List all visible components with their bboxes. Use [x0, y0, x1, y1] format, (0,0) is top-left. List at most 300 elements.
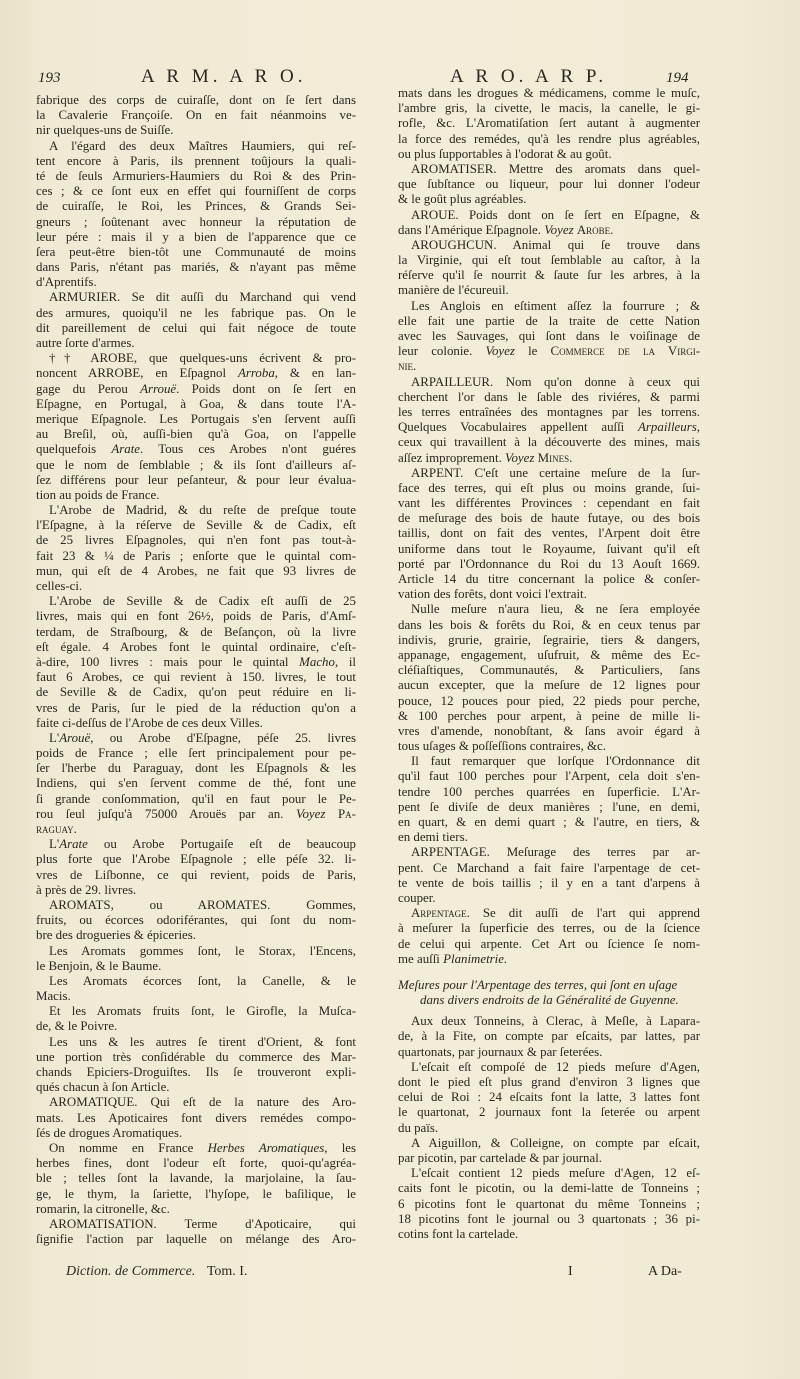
text-segment: fruits, ou écorces odoriférantes, qui ſont du nom- [36, 913, 356, 928]
text-segment: 6 picotins font le quartonat du même Tonneins ; [398, 1196, 700, 1211]
text-segment: mun, qui eſt de 4 Arobes, ne fait que 93 livres de [36, 563, 356, 578]
italic-text: Arouë [59, 730, 91, 745]
text-line [36, 382, 356, 397]
text-segment: romarin, la citronelle, &c. [36, 1201, 170, 1216]
text-line [36, 1141, 356, 1156]
text-segment: aucun excepter, que la meſure de 12 lignes pour [398, 678, 700, 693]
text-line [36, 776, 356, 791]
text-line [36, 336, 356, 351]
text-line [36, 1050, 356, 1065]
paragraph [398, 1014, 700, 1060]
text-line [398, 937, 700, 952]
text-segment: merique Eſpagnole. Les Portugais s'en ſervent auſſi [36, 411, 356, 426]
text-segment: face des terres, qui eſt plus ou moins grande, ſui- [398, 480, 700, 495]
text-line [398, 1212, 700, 1227]
text-line [398, 420, 700, 435]
text-segment: de Seville & de Cadix, qu'on peut réduire en li- [36, 685, 356, 700]
text-line [398, 557, 700, 572]
text-segment: pouce, 12 pouces pour pied, 22 pieds pour perche, [398, 693, 700, 708]
paragraph [36, 594, 356, 731]
text-line [36, 1171, 356, 1186]
text-segment: Indiens, qui s'en ſervent comme de thé, font une [36, 776, 356, 791]
text-segment: AROMATIQUE. Qui eſt de la nature des Aro- [49, 1095, 356, 1110]
text-line [36, 640, 356, 655]
text-segment: Eſpagne, en Portugal, à Goa, & dans toute l'A- [36, 396, 356, 411]
text-segment: ARMURIER. Se dit auſſi du Marchand qui vend [49, 290, 356, 305]
text-segment: manière de l'écureuil. [398, 283, 509, 298]
text-line [36, 290, 356, 305]
text-segment: quelquefois [36, 442, 112, 457]
text-line [36, 412, 356, 427]
text-segment: tent encore à Paris, ils prennent toûjours la quali- [36, 153, 356, 168]
text-segment: de, à la Fite, on compte par eſcaits, par lattes, par [398, 1029, 700, 1044]
small-caps-text: Commerce de la Virgi- [550, 344, 700, 359]
paragraph [36, 93, 356, 139]
text-segment: Article 14 du titre concernant la police & conſer- [398, 572, 700, 586]
text-segment: aſſez improprement. [398, 450, 506, 465]
paragraph [398, 845, 700, 906]
paragraph [398, 162, 700, 208]
text-line [36, 93, 356, 108]
text-segment: fait 23 & ¼ de Paris ; enſorte que le quintal com- [36, 548, 356, 563]
italic-text: Planimetrie. [443, 951, 508, 966]
text-line [36, 442, 356, 457]
text-line [398, 344, 700, 359]
text-line [36, 1019, 356, 1034]
text-segment: par picotin, par cartelade & par journal. [398, 1150, 603, 1165]
text-line [36, 458, 356, 473]
text-line [398, 921, 700, 936]
text-line [398, 587, 700, 602]
text-segment: †† AROBE, que quelques-uns écrivent & pro- [49, 351, 356, 366]
text-segment: AROUGHCUN. Animal qui ſe trouve dans [411, 237, 700, 252]
text-segment: dans Paris, n'étant pas mariés, & n'ayant pas même [36, 260, 356, 275]
text-line [398, 223, 700, 238]
text-line [36, 609, 356, 624]
text-line [36, 807, 356, 822]
italic-text: Arate [111, 442, 141, 457]
text-segment: , il [334, 654, 356, 669]
text-segment: Les uns & les autres ſe tirent d'Orient, & font [49, 1034, 356, 1049]
text-segment: té de ſeuls Armuriers-Haumiers du Roi & des Prin- [36, 168, 356, 183]
italic-text: Voyez [296, 806, 326, 821]
text-line [36, 898, 356, 913]
text-line [398, 724, 700, 739]
text-segment: le quartonat, 2 journaux font la ſeterée ou arpent [398, 1105, 700, 1120]
text-segment: 18 picotins font le journal ou 3 quartonats ; 36 pi- [398, 1211, 700, 1226]
text-segment: vres de Paris, ſur le pied de la réduction qu'on a [36, 700, 356, 715]
italic-text: Arroba [238, 366, 275, 381]
text-segment: , ou Arobe d'Eſpagne, péſe 25. livres [90, 730, 356, 745]
text-segment: ou plus ſupportables à l'odorat & au goût. [398, 146, 612, 161]
text-line [398, 192, 700, 207]
text-line [398, 906, 700, 921]
signature-title: Diction. de Commerce. [66, 1264, 196, 1279]
text-segment: à-dire, 100 livres : mais pour le quintal [36, 654, 300, 669]
text-segment: ble ; telles ſont la lavande, la marjolaine, la ſau- [36, 1171, 356, 1186]
text-line [36, 959, 356, 974]
text-line [398, 86, 700, 101]
text-line [36, 655, 356, 670]
text-segment: tous uſages & poſſeſſions contraires, &c. [398, 739, 606, 754]
text-line [398, 1045, 700, 1060]
text-segment: noncent ARROBE, en Eſpagnol [36, 366, 238, 381]
text-segment: ARPENTAGE. Meſurage des terres par ar- [411, 845, 700, 860]
text-line [36, 108, 356, 123]
text-line [398, 101, 700, 116]
text-segment: eſt égale. 4 Arobes font le quintal ordinaire, c'eſt- [36, 639, 356, 654]
text-segment: ſignifie l'action par laquelle on mélange des Aro- [36, 1232, 356, 1247]
paragraph [398, 602, 700, 754]
paragraph [398, 86, 700, 162]
paragraph [36, 1095, 356, 1141]
paragraph [36, 974, 356, 1004]
text-segment: Les Aromats gommes ſont, le Storax, l'Encens, [49, 943, 356, 958]
text-segment: plus forte que l'Arobe Eſpagnole ; elle péſe 32. li- [36, 852, 356, 867]
text-segment: A l'égard des deux Maîtres Haumiers, qui reſ- [49, 138, 356, 153]
text-line [36, 974, 356, 989]
text-line [398, 435, 700, 450]
text-line [36, 685, 356, 700]
text-line [398, 299, 700, 314]
text-segment: bre des drogueries & épiceries. [36, 928, 196, 943]
text-segment: vant les différentes Provinces : cependant en fait [398, 496, 700, 511]
paragraph [36, 1217, 356, 1247]
italic-text: Arate [59, 837, 88, 852]
text-line [36, 670, 356, 685]
running-head: A R M. A R O. [141, 66, 307, 87]
text-segment: dans les bois & forêts du Roi, & en ceux tenus par [398, 617, 700, 632]
paragraph [398, 1166, 700, 1242]
text-segment: , [696, 420, 700, 435]
text-line [398, 147, 700, 162]
text-segment: l'ambre gris, la civette, le macis, la canelle, le gi- [398, 101, 700, 116]
text-line [398, 876, 700, 891]
text-line [398, 861, 700, 876]
small-caps-text: raguay. [36, 822, 77, 836]
text-segment: couper. [398, 890, 436, 905]
text-segment: du païs. [398, 1120, 439, 1135]
text-segment: ceux qui travaillent à la découverte des mines, mais [398, 435, 700, 450]
text-segment: , & en lan- [274, 366, 356, 381]
text-segment: On nomme en France [49, 1140, 208, 1155]
text-segment: quartonats, par journaux & par ſeterées. [398, 1044, 603, 1059]
text-segment: Il faut remarquer que lorſque l'Ordonnance dit [411, 754, 700, 769]
text-segment: L'Arobe de Madrid, & du reſte de preſque toute [49, 503, 356, 518]
text-line [398, 769, 700, 784]
text-segment: caits font le picotin, ou la demi-latte de Tonneins ; [398, 1181, 700, 1196]
text-line [398, 845, 700, 860]
text-segment: le [514, 344, 551, 359]
text-line [36, 473, 356, 488]
text-line [36, 488, 356, 503]
page-number: 193 [38, 70, 61, 86]
paragraph [398, 466, 700, 603]
text-segment: Macis. [36, 989, 71, 1004]
text-segment: pent ſe diviſe de deux manières ; l'une, en demi, [398, 799, 700, 814]
text-segment: Nulle meſure n'aura lieu, & ne ſera employée [411, 602, 700, 617]
text-line [36, 518, 356, 533]
small-caps-text: nie. [398, 359, 417, 374]
text-line [398, 375, 700, 390]
text-line [36, 761, 356, 776]
text-segment: ARPAILLEUR. Nom qu'on donne à ceux qui [411, 374, 700, 389]
text-segment: me auſſi [398, 951, 444, 966]
section-heading [398, 978, 700, 1008]
text-line [398, 1151, 700, 1166]
text-line [398, 754, 700, 769]
text-line [398, 1105, 700, 1120]
text-line [398, 116, 700, 131]
text-line [36, 579, 356, 594]
text-segment: ge, le thym, la ſariette, l'hyſope, le baſilique, le [36, 1186, 356, 1201]
text-line [36, 321, 356, 336]
text-line [398, 815, 700, 830]
text-segment: que ſubſtance ou liqueur, pour lui donner l'odeur [398, 177, 700, 192]
paragraph [36, 1035, 356, 1096]
text-line [36, 928, 356, 943]
text-segment: au Breſil, où, auſſi-bien qu'à Goa, on l'appelle [36, 427, 356, 442]
text-segment: en demi tiers. [398, 830, 468, 845]
small-caps-text: Mines. [537, 450, 573, 465]
text-segment: leur colonie. [398, 344, 486, 359]
paragraph [36, 944, 356, 974]
text-line [36, 245, 356, 260]
text-segment: que le nom de ſemblable ; & ils ſont d'ailleurs aſ- [36, 457, 356, 472]
text-segment: livres, mais qui en font 26½, poids de Paris, d'Amſ- [36, 609, 356, 624]
text-segment: uniforme dans tout le Royaume, ſuivant qu'il eſt [398, 541, 700, 556]
paragraph [398, 299, 700, 375]
text-segment: la Cavalerie Françoiſe. On en fait néanmoins ve- [36, 108, 356, 123]
text-line [36, 746, 356, 761]
text-segment: AROMATS, ou AROMATES. Gommes, [49, 897, 356, 912]
text-segment: Les Anglois en eſtiment aſſez la fourrure ; & [411, 298, 700, 313]
paragraph [36, 351, 356, 503]
text-line [36, 1035, 356, 1050]
text-line [398, 1136, 700, 1151]
text-segment: Se dit auſſi de l'art qui apprend [469, 906, 700, 921]
running-head: A R O. A R P. [450, 66, 608, 87]
text-line [398, 329, 700, 344]
text-line [36, 306, 356, 321]
text-line [398, 1090, 700, 1105]
text-line [36, 625, 356, 640]
italic-text: Voyez [485, 344, 515, 359]
text-line [36, 1004, 356, 1019]
text-line [398, 785, 700, 800]
text-segment: te vente de bois taillis ; il y en a tant d'arpens à [398, 875, 700, 890]
paragraph [36, 898, 356, 944]
text-line [398, 1227, 700, 1242]
text-line [36, 260, 356, 275]
text-line [398, 618, 700, 633]
text-line [398, 390, 700, 405]
text-segment: chands Epiciers-Droguiſtes. Ils ſe trouveront expli- [36, 1065, 356, 1079]
text-line [398, 830, 700, 845]
text-line [398, 678, 700, 693]
paragraph [398, 208, 700, 238]
text-line [36, 1095, 356, 1110]
text-line [36, 215, 356, 230]
text-line [36, 427, 356, 442]
text-line [398, 466, 700, 481]
text-line [36, 351, 356, 366]
text-line [36, 1065, 356, 1080]
text-line [398, 1181, 700, 1196]
text-segment: Les Aromats écorces ſont, la Canelle, & le [49, 973, 356, 988]
paragraph [36, 139, 356, 291]
text-segment: porté par l'Ordonnance du Roi du 13 Aouſt 1669. [398, 556, 700, 571]
text-segment: mats. Les Apoticaires font divers remédes compo- [36, 1110, 356, 1125]
paragraph [36, 1141, 356, 1217]
small-caps-text: Arobe. [576, 222, 614, 237]
text-segment: AROMATISER. Mettre des aromats dans quel- [411, 161, 700, 176]
italic-text: Voyez [544, 222, 574, 237]
paragraph [398, 1060, 700, 1136]
paragraph [398, 906, 700, 967]
signature-mark: I [568, 1264, 573, 1279]
catchword: A Da- [648, 1264, 682, 1279]
text-line [398, 891, 700, 906]
text-segment: indivis, grurie, grairie, ſegrairie, tiers & dangers, [398, 632, 700, 647]
text-line [398, 359, 700, 374]
text-segment: poids de France ; elle ſert principalement pour pe- [36, 746, 356, 761]
italic-text: Herbes Aromatiques [207, 1140, 325, 1155]
text-line [398, 952, 700, 967]
page-footer [66, 1264, 247, 1280]
text-segment: ces ; & ce ſont eux en effet qui fourniſſent de corps [36, 184, 356, 199]
text-line [398, 1197, 700, 1212]
text-segment: . Poids dont on ſe ſert en [176, 381, 356, 396]
italic-text: Macho [299, 654, 335, 669]
text-segment: ou Arobe Portugaiſe eſt de beaucoup [87, 837, 356, 852]
text-segment: mats dans les drogues & médicamens, comme le muſc, [398, 86, 700, 100]
text-line [36, 1232, 356, 1247]
text-segment: cotins font la cartelade. [398, 1226, 519, 1241]
text-line [36, 883, 356, 898]
text-segment: Et les Aromats fruits ſont, le Girofle, la Muſca- [49, 1004, 356, 1019]
text-line [36, 1126, 356, 1141]
text-segment: & le goût plus agréables. [398, 192, 527, 207]
text-segment: L'eſcait eſt compoſé de 12 pieds meſure d'Agen, [411, 1059, 700, 1074]
text-segment: le Benjoin, & le Baume. [36, 958, 162, 973]
text-line [398, 238, 700, 253]
text-line [398, 739, 700, 754]
text-line [398, 132, 700, 147]
text-line [398, 663, 700, 678]
text-segment: cherchent l'or dans le ſable des riviéres, & parmi [398, 389, 700, 404]
page-number: 194 [666, 70, 689, 86]
text-segment: terdam, de Straſbourg, & de Beſançon, où la livre [36, 624, 356, 639]
text-segment: , les [324, 1140, 356, 1155]
text-line [36, 1202, 356, 1217]
text-line [398, 633, 700, 648]
italic-text: Arrouë [140, 381, 177, 396]
paragraph [398, 375, 700, 466]
text-segment: une portion très conſidérable du commerce des Mar- [36, 1049, 356, 1064]
text-line [398, 481, 700, 496]
text-segment: fabrique des corps de cuiraſſe, dont on ſe ſert dans [36, 93, 356, 107]
text-segment: . Tous ces Arobes n'ont guéres [140, 442, 356, 457]
text-segment: de meſurage des bois de haute futaye, ou des bois [398, 511, 700, 526]
text-line [36, 1217, 356, 1232]
text-segment: à meſurer la ſuperficie des terres, ou de la ſcience [398, 921, 700, 936]
text-line [398, 405, 700, 420]
text-segment: faut 6 Arobes, ce qui revient à 150. livres, le tout [36, 670, 356, 685]
volume-number: Tom. I. [206, 1264, 248, 1279]
text-line [36, 549, 356, 564]
text-segment: & 100 perches pour arpent, à peine de mille li- [398, 708, 700, 723]
text-line [36, 594, 356, 609]
text-segment: ſez différens pour leur peſanteur, & pour leur évalua- [36, 472, 356, 487]
text-column [36, 93, 356, 1247]
text-segment: dont le pied eſt plus grand d'environ 3 lignes que [398, 1075, 700, 1089]
text-line [398, 602, 700, 617]
text-line [36, 792, 356, 807]
text-segment: de 25 livres Eſpagnoles, qui n'en font pas tout-à- [36, 533, 356, 548]
text-line [398, 1075, 700, 1090]
heading-line: Meſures pour l'Arpentage des terres, qui ſont en uſage [398, 977, 678, 992]
text-segment: d'Aprentifs. [36, 275, 97, 290]
text-segment: appanage, engagement, uſufruit, & même des Ec- [398, 647, 700, 662]
text-segment: la Virginie, qui eſt tout ſemblable au caſtor, à la [398, 253, 700, 268]
text-line [36, 199, 356, 214]
text-line [36, 503, 356, 518]
text-segment: de cuiraſſe, le Roi, les Princes, & Grands Sei- [36, 199, 356, 214]
text-line [398, 451, 700, 466]
paragraph [398, 238, 700, 299]
text-segment: taillis, dont on fait des ventes, l'Arpent doit être [398, 526, 700, 541]
text-segment: elle fait une partie de la traite de cette Nation [398, 313, 700, 328]
text-segment: nir quelques-uns de Suiſſe. [36, 123, 174, 138]
text-line [398, 1121, 700, 1136]
paragraph [36, 1004, 356, 1034]
text-segment: ſés de drogues Aromatiques. [36, 1125, 183, 1140]
text-segment: ſera peut-être bien-tôt une Communauté de moins [36, 244, 356, 259]
text-line [36, 1111, 356, 1126]
text-line [398, 1029, 700, 1044]
heading-line: dans divers endroits de la Généralité de Guyenne. [420, 993, 679, 1008]
italic-text: Voyez [505, 450, 535, 465]
text-segment: vres d'amende, nonobſtant, & ſans avoir égard à [398, 723, 700, 738]
text-segment: ſi grande conſommation, qu'il en faut pour le Pe- [36, 791, 356, 806]
text-segment: tendre 100 perches quarrées en ſuperficie. L'Ar- [398, 784, 700, 799]
text-segment: faite ci-deſſus de l'Arobe de ces deux Villes. [36, 715, 263, 730]
text-segment: ARPENT. C'eſt une certaine meſure de la ſur- [411, 465, 700, 480]
small-caps-text: Arpentage. [411, 906, 470, 921]
text-line [36, 123, 356, 138]
paragraph [36, 503, 356, 594]
small-caps-text: Pa- [338, 806, 356, 821]
text-line [36, 716, 356, 731]
text-segment: qu'il faut 100 perches pour l'Arpent, cela doit s'en- [398, 769, 700, 784]
text-segment: vres de Liſbonne, ce qui revient, poids de Paris, [36, 867, 356, 882]
text-segment: gage du Perou [36, 381, 141, 396]
text-segment: réſerve qu'il ſe nourrit & ſaute ſur les arbres, à la [398, 268, 700, 283]
text-segment: leur pére : mais il y a bien de l'apparence que ce [36, 229, 356, 244]
text-segment: vation des forêts, dont voici l'extrait. [398, 587, 587, 602]
text-segment: l'Eſpagne, à la réſerve de Seville & de Cadix, eſt [36, 518, 356, 533]
text-line [36, 1156, 356, 1171]
text-segment: herbes fines, dont l'odeur eſt forte, quoi-qu'agréa- [36, 1156, 356, 1171]
text-line [398, 1166, 700, 1181]
text-line [36, 397, 356, 412]
text-line [36, 275, 356, 290]
text-line [398, 511, 700, 526]
text-line [398, 253, 700, 268]
text-segment: de celui qui arpente. Cet Art ou ſcience ſe nom- [398, 936, 700, 951]
text-segment: en quart, & en demi quart ; & l'autre, en tiers, & [398, 815, 700, 829]
